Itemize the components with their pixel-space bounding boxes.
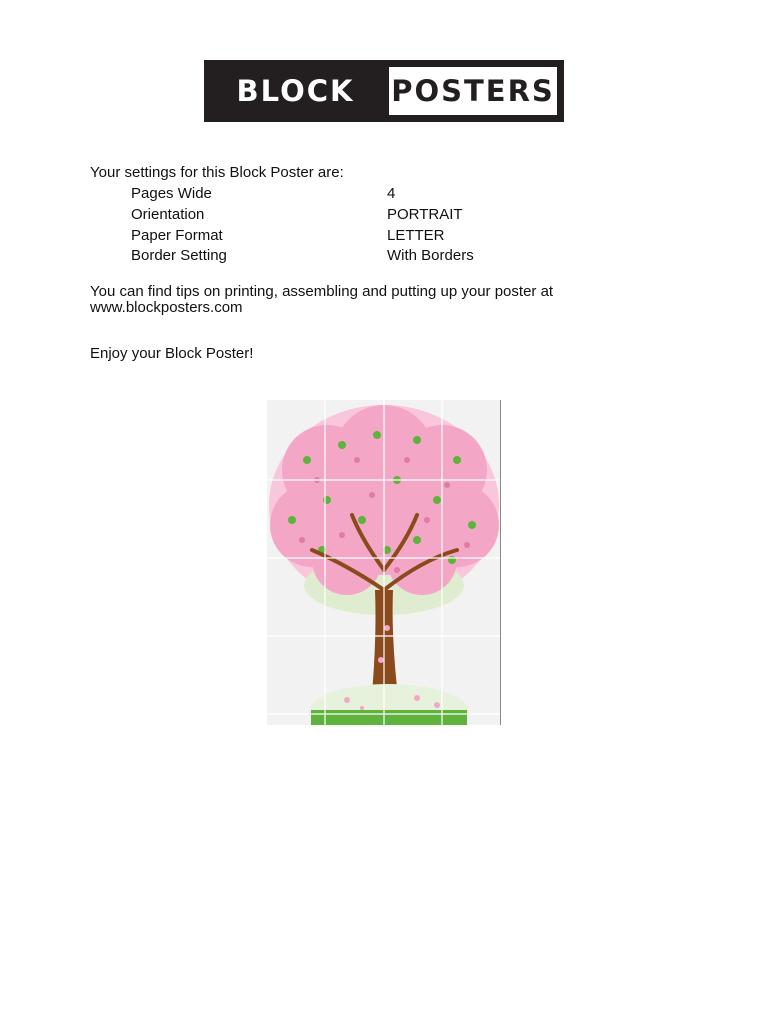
setting-value-paper-format: LETTER xyxy=(387,227,445,244)
block-posters-logo xyxy=(204,60,564,122)
enjoy-message: Enjoy your Block Poster! xyxy=(90,345,254,362)
grass-ground xyxy=(311,710,467,725)
logo-posters-text: POSTERS xyxy=(389,67,557,115)
settings-intro: Your settings for this Block Poster are: xyxy=(90,164,344,181)
tips-text: You can find tips on printing, assembling and putting up your poster at xyxy=(90,283,554,300)
setting-value-pages-wide: 4 xyxy=(387,185,396,202)
setting-label-orientation: Orientation xyxy=(131,206,205,223)
website-link[interactable]: www.blockposters.com xyxy=(90,299,243,316)
setting-label-pages-wide: Pages Wide xyxy=(131,185,212,202)
setting-label-border-setting: Border Setting xyxy=(131,247,227,264)
logo-block-text: BLOCK xyxy=(236,74,355,108)
setting-value-border-setting: With Borders xyxy=(387,247,474,264)
setting-label-paper-format: Paper Format xyxy=(131,227,223,244)
poster-preview-image xyxy=(267,400,501,725)
setting-value-orientation: PORTRAIT xyxy=(387,206,463,223)
tips-paragraph xyxy=(90,284,590,316)
